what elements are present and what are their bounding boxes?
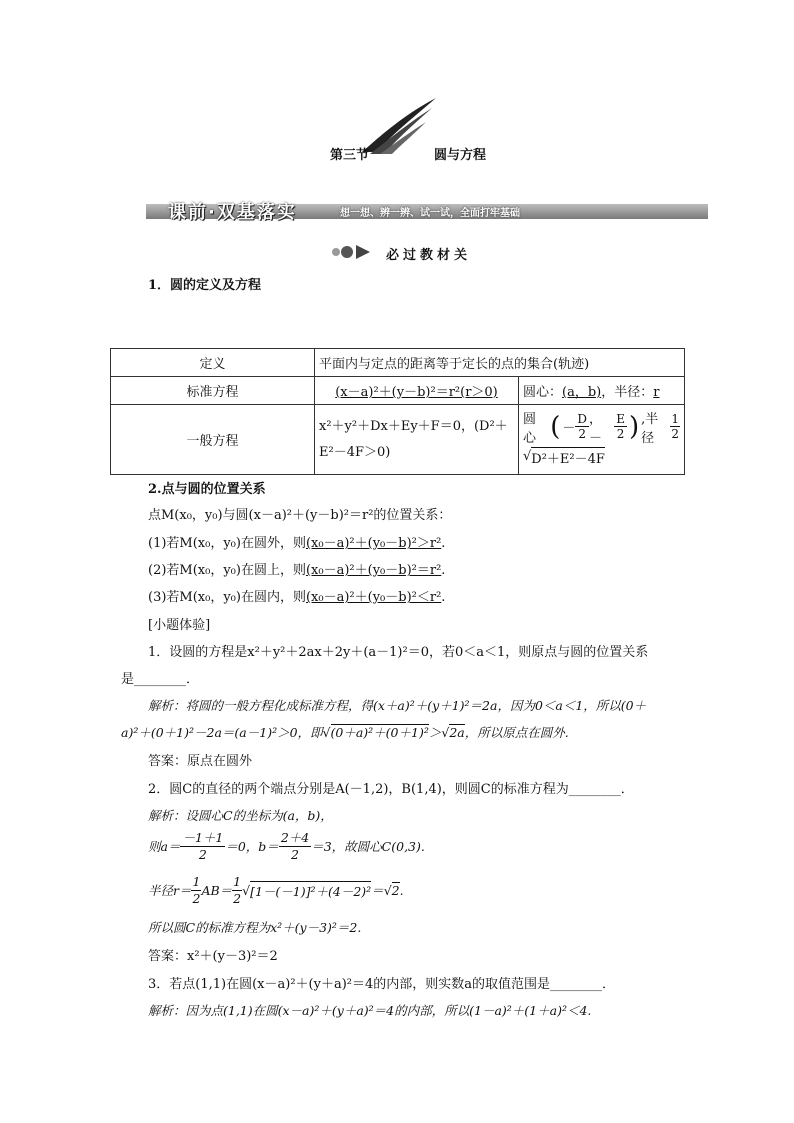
q1-solution-part: ，所以原点在圆外. — [464, 725, 569, 740]
table-row — [111, 377, 685, 405]
q2-radius-line: 半径r＝ $\frac{1}{2}$ AB＝ $\frac{1}{2}$ √ [1－(－1)]²＋(4－2)² ＝ √ 2 . — [148, 873, 404, 906]
sqrt-body: 2 — [391, 883, 400, 898]
q1-answer: 答案：原点在圆外 — [148, 754, 253, 769]
row-label: 标准方程 — [111, 377, 315, 405]
q2-solution-part: 则a＝ — [148, 839, 181, 854]
section1-heading: 1．圆的定义及方程 — [148, 278, 262, 293]
q2-solution-line1: 解析：设圆心C的坐标为(a，b)， — [148, 808, 333, 823]
banner-subtitle: 想一想、辨一辨、试一试，全面打牢基础 — [340, 208, 520, 219]
q2-text: 2．圆C的直径的两个端点分别是A(－1,2)，B(1,4)，则圆C的标准方程为________． — [148, 782, 634, 797]
general-center: 圆心 ( － $\frac{D}{2}$ ，－ $\frac{E}{2}$ ) ,半径 $\frac{1}{2}$ — [523, 410, 680, 444]
section-number: 第三节 — [330, 148, 370, 163]
q1-solution-part: ＞ — [428, 725, 442, 740]
fraction-numerator: －1＋1 — [182, 829, 224, 845]
practice-heading: [小题体验] — [148, 618, 211, 633]
relation-outside — [148, 532, 445, 551]
radius-label: ，半径： — [601, 385, 654, 400]
sqrt-body: D²＋E²－4F — [531, 447, 605, 467]
relation-end: . — [441, 590, 446, 605]
q1-text-line2: 是________． — [121, 672, 200, 687]
fraction-denominator: 2 — [616, 427, 625, 441]
section2-heading: 2.点与圆的位置关系 — [148, 482, 266, 497]
q3-text: 3．若点(1,1)在圆(x－a)²＋(y＋a)²＝4的内部，则实数a的取值范围是________． — [148, 977, 615, 992]
fraction-denominator: 2 — [233, 890, 242, 906]
fraction-numerator: D — [577, 412, 588, 426]
q1-text-line1: 1．设圆的方程是x²＋y²＋2ax＋2y＋(a－1)²＝0，若0＜a＜1，则原点与圆的位置关系 — [148, 645, 649, 660]
relation-answer: (x₀－a)²＋(y₀－b)²＞r² — [305, 536, 442, 551]
general-radius: √ D²＋E²－4F — [523, 444, 680, 470]
sqrt-body: [1－(－1)]²＋(4－2)² — [250, 881, 371, 900]
q2-solution-part: . — [399, 882, 404, 898]
standard-equation: (x－a)²＋(y－b)²＝r²(r＞0) — [335, 385, 498, 400]
sqrt-body: (0＋a)²＋(0＋1)² — [330, 725, 429, 740]
q2-solution-part: ＝3，故圆心C(0,3). — [311, 839, 425, 854]
fraction-numerator: 1 — [192, 873, 201, 889]
definition-table — [110, 348, 685, 475]
q2-solution-part: ＝ — [371, 883, 384, 898]
relation-end: . — [441, 563, 446, 578]
row-label: 定义 — [111, 349, 315, 377]
relation-on — [148, 559, 445, 578]
general-radius-label: ,半径 — [641, 411, 659, 446]
fraction-denominator: 2 — [198, 846, 207, 862]
row-label: 一般方程 — [111, 405, 315, 475]
general-eq-line1: x²＋y²＋Dx＋Ey＋F＝0，(D²＋ — [319, 418, 508, 434]
q2-answer: 答案：x²＋(y－3)²＝2 — [148, 949, 278, 964]
relation-inside — [148, 586, 445, 605]
table-row — [111, 349, 685, 377]
sqrt-body: 2a — [449, 725, 465, 740]
q2-solution-line4: 所以圆C的标准方程为x²＋(y－3)²＝2. — [148, 920, 362, 935]
banner-title: 课前·双基落实 — [168, 202, 297, 223]
q2-solution-part: ＝0，b＝ — [225, 839, 279, 854]
swoosh-logo — [360, 96, 440, 156]
relation-end: . — [441, 536, 446, 551]
fraction-numerator: 1 — [233, 873, 242, 889]
general-center-label: 圆心 — [523, 411, 537, 446]
fraction-denominator: 2 — [192, 890, 201, 906]
relation-condition: (2)若M(x₀，y₀)在圆上，则 — [148, 563, 306, 578]
fraction-numerator: 1 — [671, 412, 680, 426]
q2-solution-part: AB＝ — [201, 883, 233, 898]
q1-solution-line2: a)²＋(0＋1)²－2a＝(a－1)²＞0，即√(0＋a)²＋(0＋1)²＞√2a，所以原点在圆外. — [121, 725, 569, 740]
fraction-numerator: 2＋4 — [280, 829, 310, 845]
section-banner — [146, 200, 708, 224]
center-value: (a，b) — [562, 385, 602, 400]
q1-solution-line1: 解析：将圆的一般方程化成标准方程，得(x＋a)²＋(y＋1)²＝2a，因为0＜a＜1，所以(0＋ — [148, 698, 647, 713]
q1-solution-part: a)²＋(0＋1)²－2a＝(a－1)²＞0，即 — [121, 725, 323, 740]
fraction-denominator: 2 — [291, 846, 299, 862]
q3-solution: 解析：因为点(1,1)在圆(x－a)²＋(y＋a)²＝4的内部，所以(1－a)²＋(1＋a)²＜4. — [148, 1003, 592, 1018]
relation-answer: (x₀－a)²＋(y₀－b)²＜r² — [305, 590, 442, 605]
fraction-denominator: 2 — [578, 427, 587, 441]
section2-intro: 点M(x₀，y₀)与圆(x－a)²＋(y－b)²＝r²的位置关系： — [148, 508, 452, 523]
radius-value: r — [653, 385, 660, 400]
badge-label: 必过教材关 — [386, 248, 472, 263]
badge-icon — [330, 244, 378, 264]
relation-condition: (1)若M(x₀，y₀)在圆外，则 — [148, 536, 306, 551]
fraction-numerator: E — [616, 412, 625, 426]
general-eq-line2: E²－4F＞0) — [319, 444, 391, 460]
q2-solution-part: 半径r＝ — [148, 883, 192, 898]
definition-text: 平面内与定点的距离等于定长的点的集合(轨迹) — [315, 349, 685, 377]
relation-answer: (x₀－a)²＋(y₀－b)²＝r² — [305, 563, 442, 578]
section-title: 圆与方程 — [434, 148, 487, 163]
fraction-denominator: 2 — [671, 427, 680, 441]
center-label: 圆心： — [523, 385, 563, 400]
relation-condition: (3)若M(x₀，y₀)在圆内，则 — [148, 590, 306, 605]
table-row — [111, 405, 685, 475]
q2-solution-line2 — [148, 828, 425, 864]
